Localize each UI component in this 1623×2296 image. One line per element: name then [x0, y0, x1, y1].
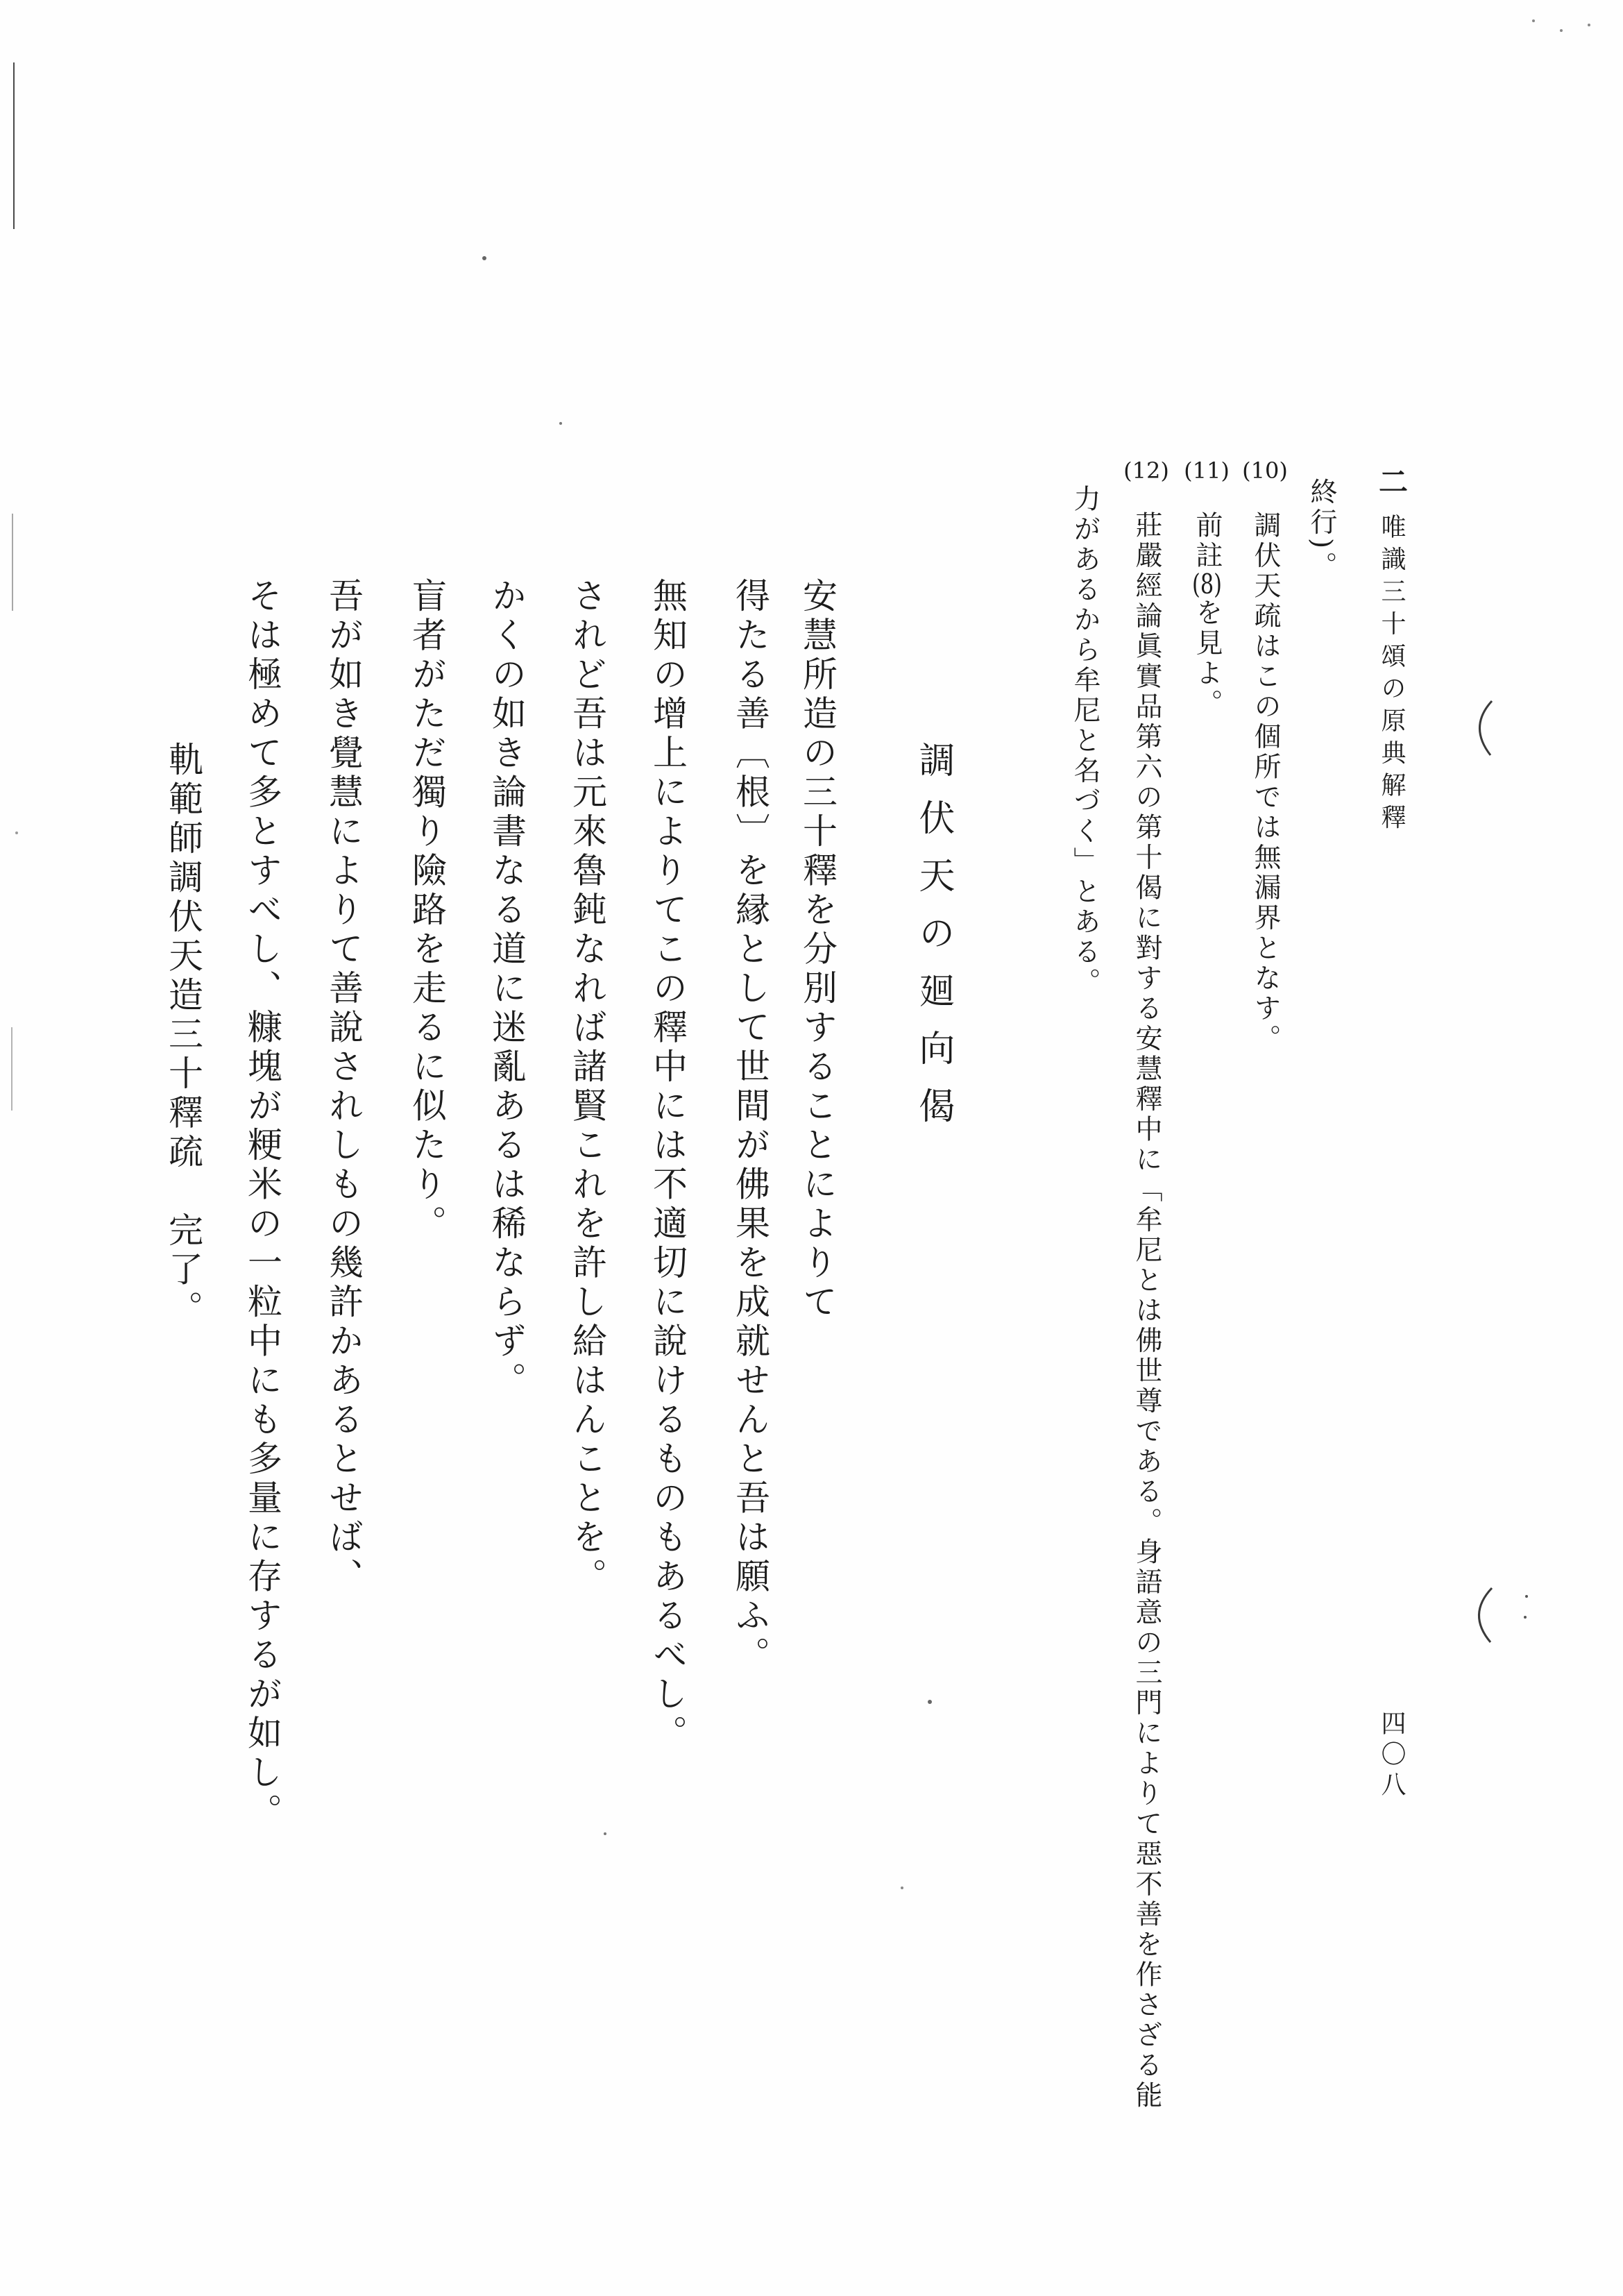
- scan-bracket-mark: [1479, 1588, 1492, 1642]
- speck: [901, 1886, 903, 1889]
- speck: [1524, 1616, 1527, 1619]
- scan-bracket-mark: [1479, 701, 1492, 755]
- chapter-number: 二: [1375, 466, 1409, 496]
- verse-line-7: 吾が如き覺慧によりて善說されしもの幾許かあるとせば、: [323, 577, 364, 1597]
- footnote-continuation: 終行)。: [1306, 478, 1337, 582]
- footnote-11-reference: (8): [1192, 571, 1222, 598]
- speck: [1525, 1595, 1528, 1598]
- section-title: 調伏天の廻向偈: [912, 741, 954, 1145]
- verse-line-8: そは極めて多とすべし、糠塊が粳米の一粒中にも多量に存するが如し。: [242, 577, 282, 1832]
- footnote-11-prefix: 前註: [1191, 511, 1223, 571]
- verse-line-1: 安慧所造の三十釋を分別することによりて: [797, 577, 838, 1323]
- speck: [482, 256, 486, 260]
- page-number: 四〇八: [1377, 1710, 1406, 1802]
- footnote-10-text: 調伏天疏はこの個所では無漏界となす。: [1250, 511, 1281, 1054]
- footnote-11-number: (11): [1184, 457, 1230, 484]
- footnote-11-text: [1191, 511, 1222, 719]
- running-title: 唯識三十頌の原典解釋: [1377, 514, 1406, 836]
- footnote-12-text: 莊嚴經論眞實品第六の第十偈に對する安慧釋中に「牟尼とは佛世尊である。身語意の三門によりて惡不善を作さざる能: [1131, 511, 1162, 2111]
- verse-line-6: 盲者がただ獨り險路を走るに似たり。: [407, 577, 447, 1244]
- speck: [1588, 24, 1590, 26]
- speck: [559, 422, 562, 425]
- speck: [15, 832, 18, 834]
- footnote-12-continuation: 力があるから牟尼と名づく」とある。: [1069, 484, 1101, 998]
- verse-line-3: 無知の增上によりてこの釋中には不適切に說けるものもあるべし。: [647, 577, 688, 1754]
- verse-line-4: されど吾は元來魯鈍なれば諸賢これを許し給はんことを。: [567, 577, 607, 1597]
- verse-line-2: 得たる善〔根〕を縁として世間が佛果を成就せんと吾は願ふ。: [730, 577, 770, 1675]
- footnote-10-number: (10): [1242, 457, 1288, 484]
- verse-line-5: かくの如き論書なる道に迷亂あるは稀ならず。: [486, 577, 527, 1401]
- speck: [1532, 19, 1535, 22]
- speck: [928, 1700, 932, 1704]
- colophon: 軌範師調伏天造三十釋疏 完了。: [163, 741, 203, 1330]
- speck: [1560, 29, 1563, 32]
- speck: [604, 1832, 606, 1835]
- footnote-12-number: (12): [1123, 457, 1169, 484]
- footnote-11-suffix: を見よ。: [1191, 598, 1223, 719]
